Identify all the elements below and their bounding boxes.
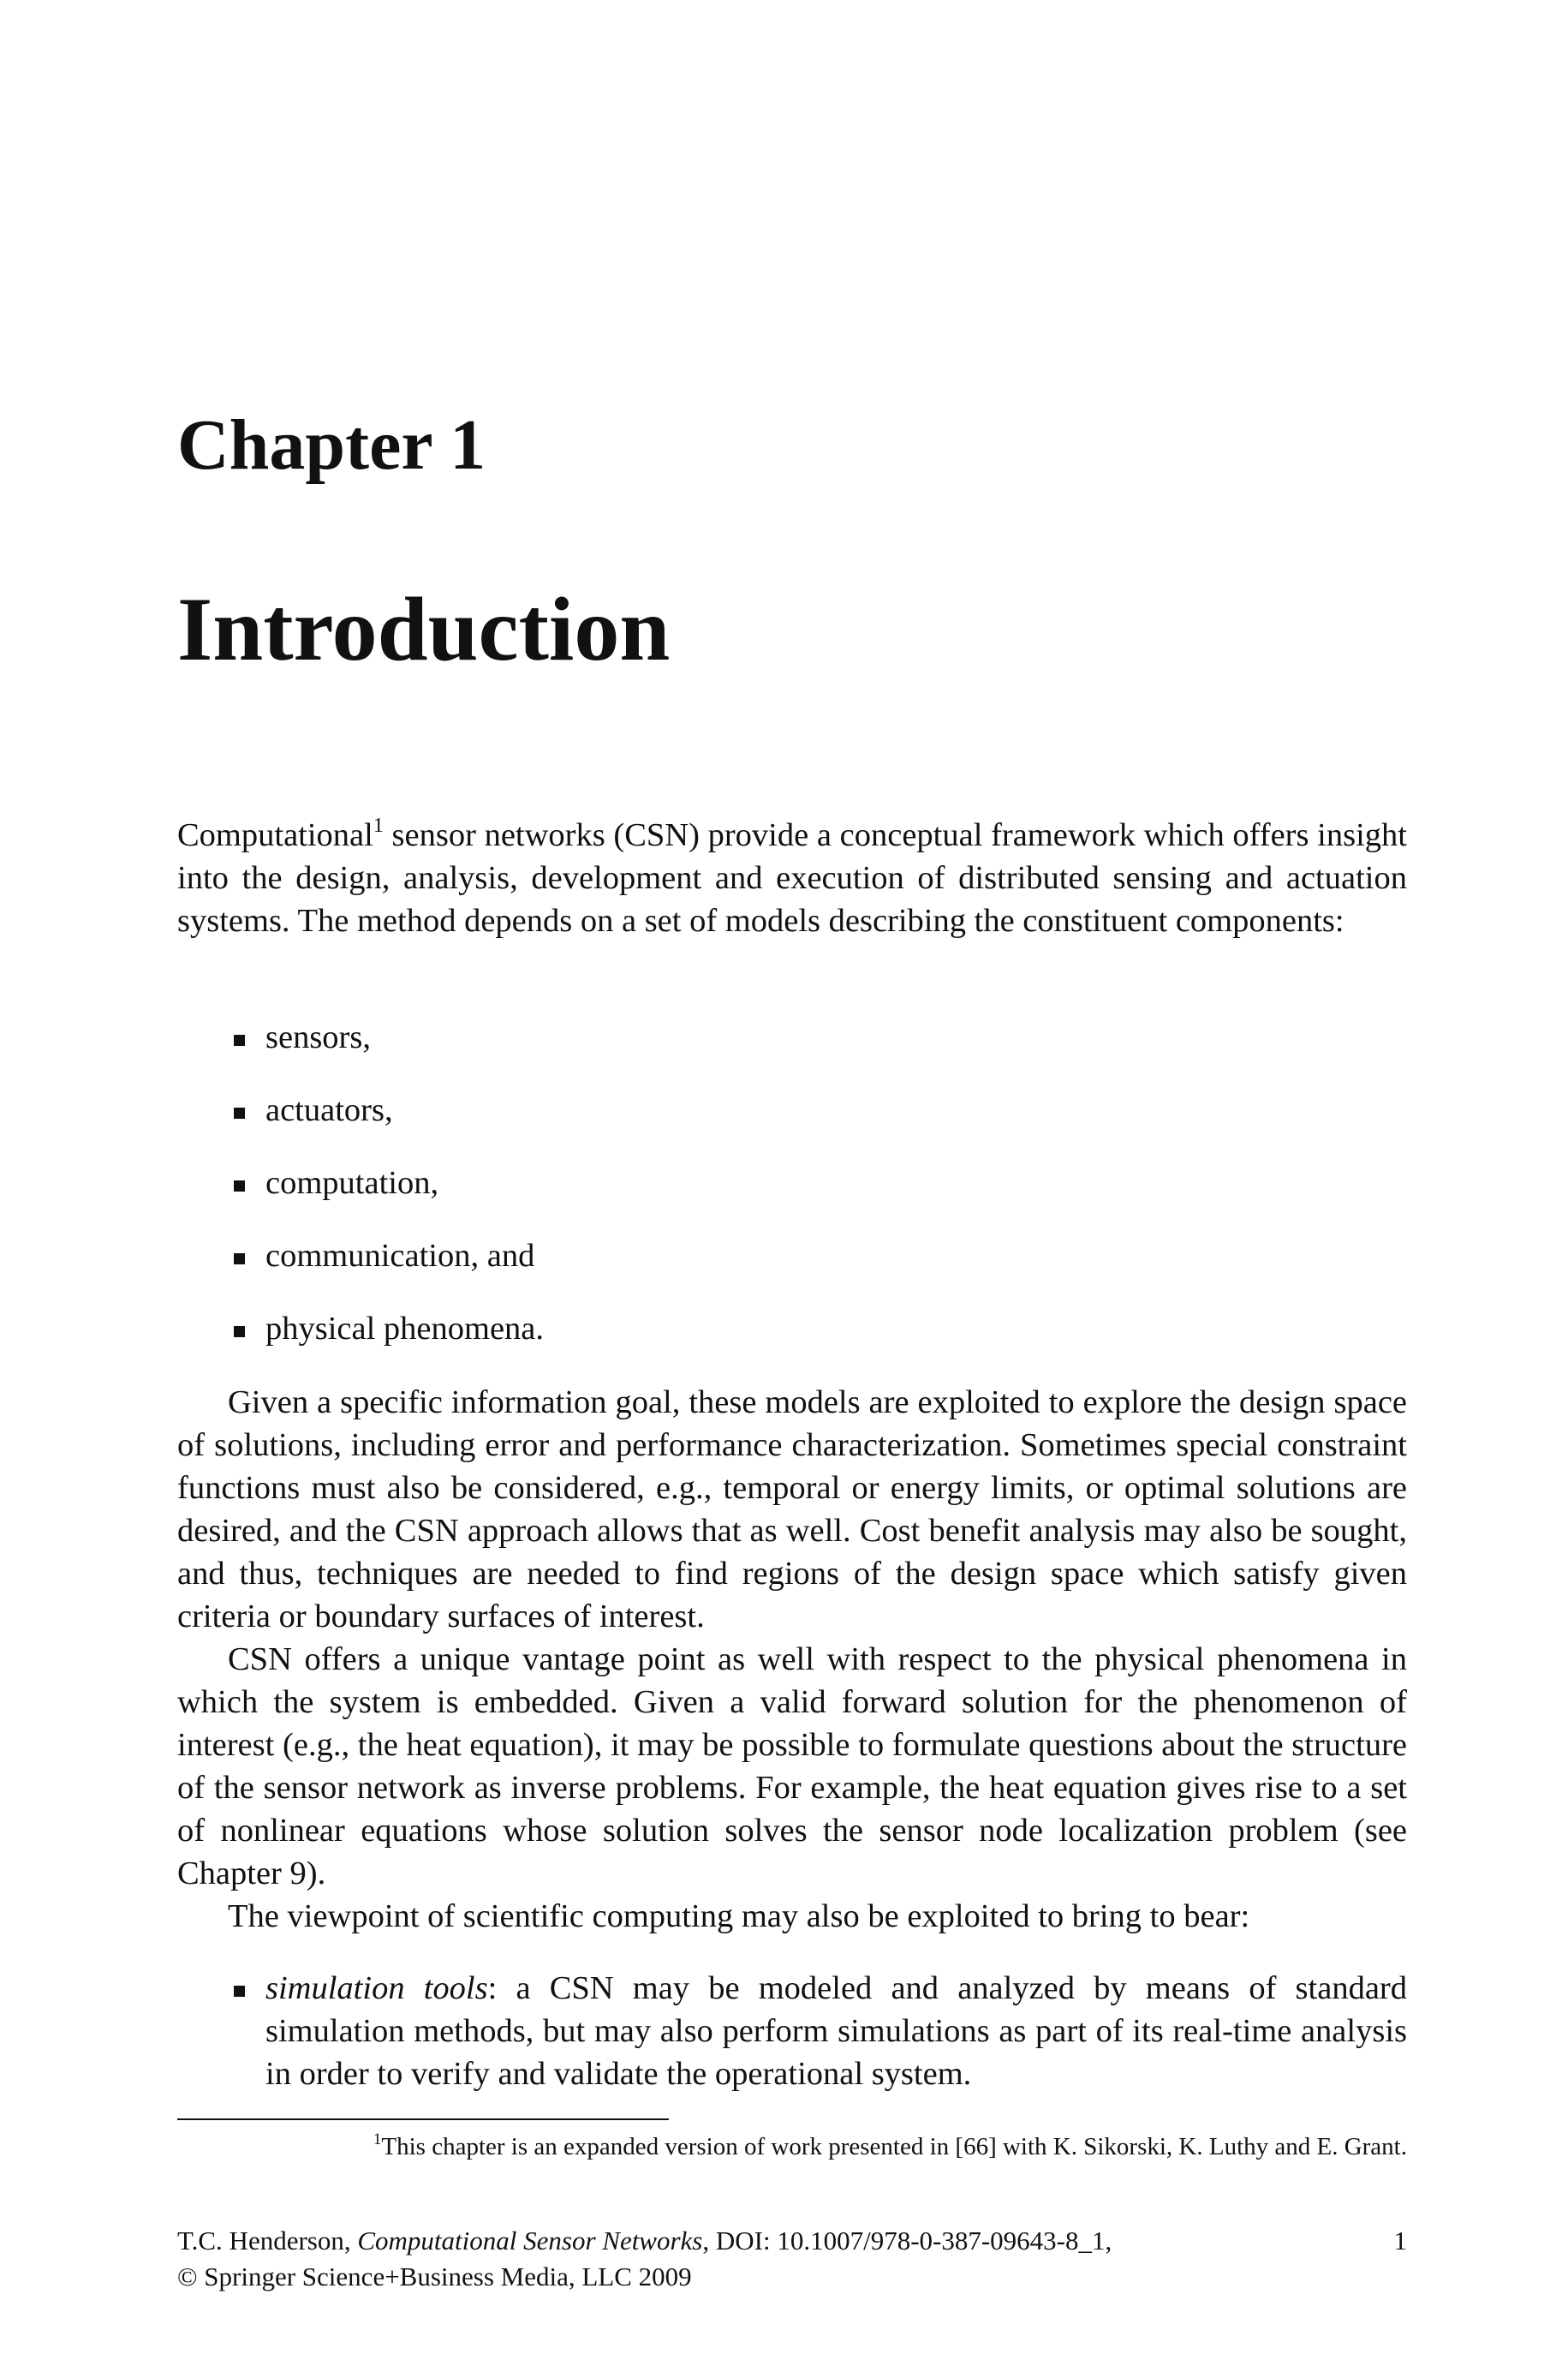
citation-book-title: Computational Sensor Networks (357, 2226, 703, 2256)
list-item-text: physical phenomena. (265, 1311, 545, 1347)
list-item-text: communication, and (265, 1238, 535, 1274)
body-paragraphs (177, 1381, 1407, 1938)
tools-list (177, 1967, 1407, 2095)
footnote-ref[interactable]: 1 (373, 815, 384, 837)
footnote-divider (177, 2118, 669, 2120)
intro-text: sensor networks (CSN) provide a conceptual framework which offers insight into the design, analysis, development and execution of distributed sensing and actuation systems. The method depends on a set of models describing the constituent components: (177, 817, 1407, 939)
square-bullet-icon (234, 1180, 245, 1192)
footnote-mark: 1 (373, 2130, 382, 2148)
square-bullet-icon (234, 1108, 245, 1119)
square-bullet-icon (234, 1326, 245, 1337)
list-item (177, 1162, 1407, 1234)
square-bullet-icon (234, 1035, 245, 1046)
citation (177, 2223, 1407, 2295)
list-item (177, 1307, 1407, 1380)
intro-first-word: Computational (177, 817, 373, 853)
list-item (177, 1967, 1407, 2095)
list-item-text: computation, (265, 1165, 439, 1201)
paragraph-scientific-computing: The viewpoint of scientific computing may also be exploited to bring to bear: (228, 1898, 1250, 1934)
tool-description: : a CSN may be modeled and analyzed by means of standard simulation methods, but may also perform simulations as part of its real-time analysis in order to verify and validate the operational system. (265, 1970, 1407, 2092)
tool-term: simulation tools (265, 1970, 488, 2006)
chapter-label: Chapter 1 (177, 405, 486, 485)
square-bullet-icon (234, 1986, 245, 1997)
list-item (177, 1089, 1407, 1162)
citation-line (177, 2223, 1407, 2259)
citation-doi: , DOI: 10.1007/978-0-387-09643-8_1, (702, 2226, 1112, 2256)
footnote (177, 2130, 1407, 2164)
list-item (177, 1016, 1407, 1089)
footnote-text: This chapter is an expanded version of work presented in [66] with K. Sikorski, K. Luthy and E. Grant. (381, 2133, 1407, 2160)
list-item-text: actuators, (265, 1092, 393, 1128)
chapter-title: Introduction (177, 579, 671, 679)
components-list (177, 1016, 1407, 1380)
paragraph-design-space: Given a specific information goal, these models are exploited to explore the design space of solutions, including error and performance characterization. Sometimes special constraint functions must also be considered, e.g., temporal or energy limits, or optimal solutions are desired, and the CSN approach allows that as well. Cost benefit analysis may also be sought, and thus, techniques are needed to find regions of the design space which satisfy given criteria or boundary surfaces of interest. (177, 1384, 1407, 1634)
page-number: 1 (1393, 2226, 1407, 2256)
paragraph-vantage-point: CSN offers a unique vantage point as well with respect to the physical phenomena in which the system is embedded. Given a valid forward solution for the phenomenon of interest (e.g., the heat equation), it may be possible to formulate questions about the structure of the sensor network as inverse problems. For example, the heat equation gives rise to a set of nonlinear equations whose solution solves the sensor node localization problem (see Chapter 9). (177, 1641, 1407, 1891)
intro-paragraph (177, 814, 1407, 942)
list-item-text: sensors, (265, 1019, 371, 1055)
copyright-line: © Springer Science+Business Media, LLC 2009 (177, 2261, 692, 2291)
square-bullet-icon (234, 1253, 245, 1264)
list-item (177, 1234, 1407, 1307)
citation-author: T.C. Henderson, (177, 2226, 358, 2256)
